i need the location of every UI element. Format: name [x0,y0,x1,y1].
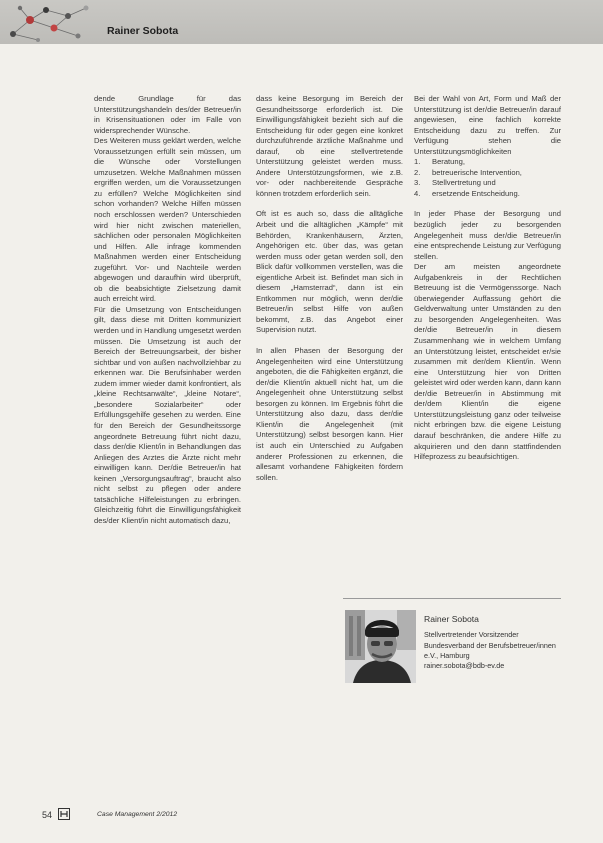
paragraph: In allen Phasen der Besorgung der Angelegenheiten wird eine Unterstützung angeboten, die die Fähigkeiten ergänzt, die der/die Klient/in aktuell nicht hat, um die Angelegenheit ohne Unterstützung selbst besorgen zu können. Im Ergebnis führt die Unterstützung also dazu, dass der/die Klient/in die Angelegenheit (mit Unterstützung) selbst besorgen kann. Hier ist auch ein Unterschied zu Aufgaben anderer Professionen zu erkennen, die allesamt vorhandene Fähigkeiten fördern sollen. [256,346,403,482]
paragraph: Des Weiteren muss geklärt werden, welche Voraussetzungen erfüllt sein müssen, um die Wünsche oder Vorstellungen umzusetzen. Welche Maßnahmen müssen ergriffen werden, um die Voraussetzungen zu erfüllen? Welche Möglichkeiten sind schon vorhanden? Welche Hilfen müssen noch erschlossen werden? Unterschieden wird hier nicht zwischen materiellen, sächlichen oder personalen Möglichkeiten und Hilfen. Alle infrage kommenden Maßnahmen werden einer Entscheidung zugeführt. Vor- und Nachteile werden abgewogen und daraufhin wird überprüft, ob die beabsichtigte Zielsetzung damit auch erreicht wird. [94,136,241,304]
bio-name: Rainer Sobota [424,614,479,624]
paragraph: Für die Umsetzung von Entscheidungen gilt, dass diese mit Dritten kommuniziert werden und in Handlung umgesetzt werden müssen. Die Umsetzung ist auch der Bereich der Betreuungsarbeit, der bisher sichtbar und von außen nachvollziehbar zu erkennen war. Die Berufsinhaber werden zudem immer wieder damit konfrontiert, als „kleine Rechtsanwälte“, „kleine Notare“, „besondere Sozialarbeiter“ oder Erfüllungsgehilfe gesehen zu werden. Eine für den Bereich der Gesundheitssorge angeordnete Betreuung führt nicht dazu, dass der/die Klient/in in Behandlungen das Anliegen des Arztes die Ärzte nicht mehr einwilligen kann. Der/die Betreuer/in hat keinen „Versorgungsauftrag“, braucht also nicht selbst zu pflegen oder andere tatsächliche Hilfeleistungen zu erbringen. Gleichzeitig führt die Einwilligungsfähigkeit des/der Klient/in nicht automatisch dazu, [94,304,241,525]
text-column-2 [256,94,403,483]
bio-email: rainer.sobota@bdb-ev.de [424,661,505,671]
journal-title: Case Management 2/2012 [97,811,178,818]
header-bar [0,0,603,44]
paragraph: dass keine Besorgung im Bereich der Gesundheitssorge erforderlich ist. Die Einwilligungsfähigkeit bezieht sich auf die Entscheidung für oder gegen eine konkret durchzuführende ärztliche Maßnahme und darauf, ob eine stellvertretende Unterstützung geleistet werden muss. Andere Unterstützungsformen, wie z.B. vor- oder nachbereitende Gespräche können trotzdem erforderlich sein. [256,94,403,198]
author-bio [424,614,564,671]
list-item: 2. betreuerische Intervention, [414,167,522,177]
text-column-3 [414,94,561,463]
paragraph: In jeder Phase der Besorgung und bezüglich jeder zu besorgenden Angelegenheit muss der/die Betreuer/in eine entsprechende Leistung zur Verfügung stellen. [414,209,561,261]
list-item: 1. Beratung, [414,157,465,167]
text-column-1 [94,94,241,526]
page-footer [0,808,603,828]
bio-divider [343,598,561,599]
network-logo-graphic [8,2,94,42]
list-item: 4. ersetzende Entscheidung. [414,188,520,198]
header-author: Rainer Sobota [107,25,179,37]
author-photo [345,610,416,683]
page-number: 54 [42,810,53,820]
support-options-list [414,157,561,199]
paragraph: Bei der Wahl von Art, Form und Maß der Unterstützung ist der/die Betreuer/in darauf angewiesen, eine fachlich korrekte Entscheidung dazu zu treffen. Zur Verfügung stehen die Unterstützungsmöglichkeiten [414,94,561,156]
paragraph: Oft ist es auch so, dass die alltägliche Arbeit und die alltäglichen „Kämpfe“ mit Behörden, Krankenhäusern, Ärzten, Angehörigen etc. über das, was getan werden muss oder getan werden soll, den Blick dafür vollkommen verstellen, was die eigentliche Arbeit ist. Befindet man sich in diesem „Hamsterrad“, dann ist ein Entkommen nur möglich, wenn der/die Betreuer/in selbst Hilfe von außen bekommt, z.B. das Angebot einer Supervision nutzt. [256,209,403,335]
list-item: 3. Stellvertretung und [414,178,496,188]
bio-role: Stellvertretender Vorsitzender Bundesverband der Berufsbetreuer/innen e.V., Hamburg [424,630,556,660]
paragraph: Der am meisten angeordnete Aufgabenkreis in der Rechtlichen Betreuung ist die Vermögenssorge. Nach überwiegender Auffassung gehört die Geldverwaltung unter Umständen zu den zu besorgenden Angelegenheiten. Was der/die Betreuer/in in diesem Zusammenhang wie in welchem Umfang an Unterstützung leistet, entscheidet er/sie zusammen mit der/dem Klient/in. Wenn eine Unterstützung hier von Dritten geleistet wird oder werden kann, dann kann der/die Betreuer/in in Abstimmung mit der/dem Klient/in die eigene Unterstützungsleistung ganz oder teilweise nicht erbringen bzw. die eigene Leistung darauf beschränken, die andere Hilfe zu akquirieren und den dann stattfindenden Hilfeprozess zu beaufsichtigen. [414,262,561,462]
journal-logo-icon [58,808,70,820]
paragraph: dende Grundlage für das Unterstützungshandeln des/der Betreuer/in in Krisensituationen oder im Falle von widersprechender Wünsche. [94,94,241,135]
